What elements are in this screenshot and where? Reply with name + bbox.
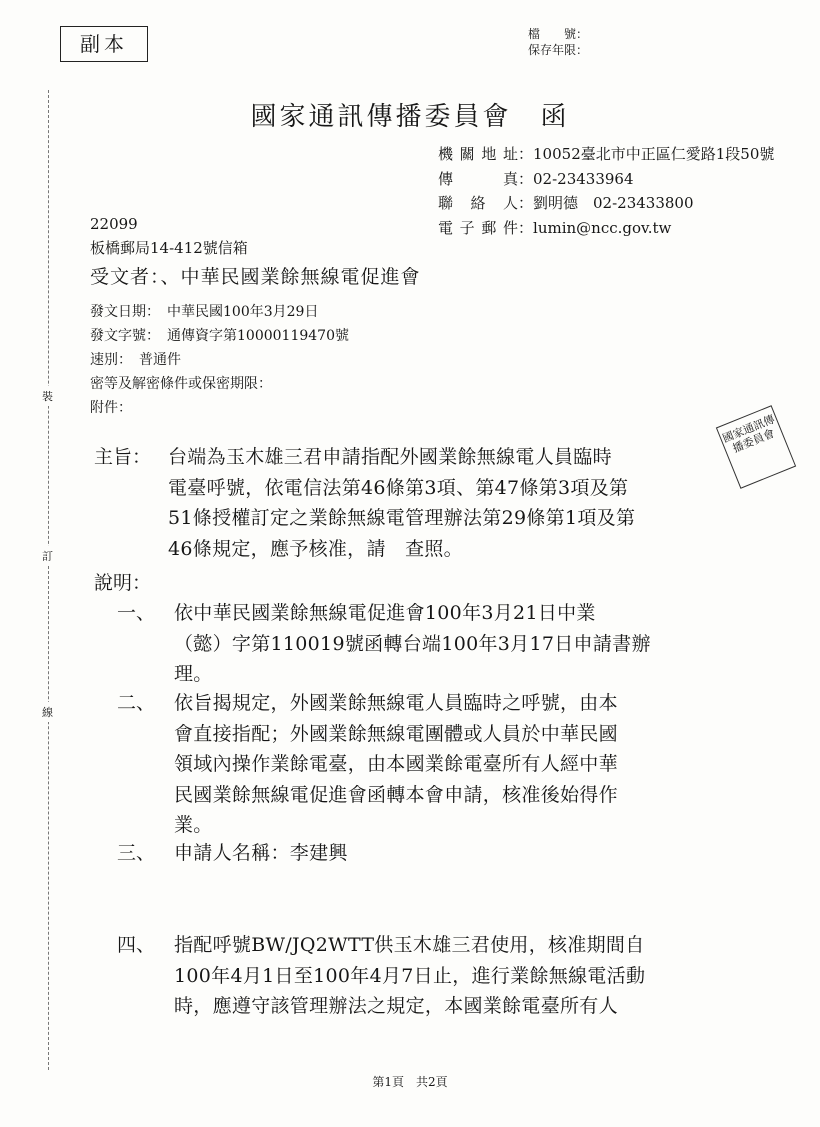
document-title: 國家通訊傳播委員會 函 xyxy=(250,102,570,132)
agency-address-row: 機關地址：10052臺北市中正區仁愛路1段50號 xyxy=(438,142,774,167)
item-line: 申請人名稱：李建興 xyxy=(174,842,348,864)
postal-code: 22099 xyxy=(90,215,138,233)
binding-mark: 線 xyxy=(42,702,53,722)
attachments: 附件： xyxy=(90,400,132,416)
postal-box: 板橋郵局14-412號信箱 xyxy=(90,239,248,257)
subject-body xyxy=(168,442,708,564)
subject-line: 台端為玉木雄三君申請指配外國業餘無線電人員臨時 xyxy=(168,446,612,468)
item-number: 一、 xyxy=(117,602,156,624)
priority: 速別： 普通件 xyxy=(90,352,181,368)
agency-contact-block xyxy=(438,142,774,240)
agency-email-label: 電子郵件 xyxy=(438,218,518,237)
agency-contact-row: 聯絡人：劉明德 02-23433800 xyxy=(438,191,774,216)
recipient-address-block xyxy=(90,212,248,260)
agency-fax-row: 傳真：02-23433964 xyxy=(438,167,774,192)
item-line: 民國業餘無線電促進會函轉本會申請，核准後始得作 xyxy=(174,783,618,806)
subject-line: 51條授權訂定之業餘無線電管理辦法第29條第1項及第 xyxy=(168,507,636,529)
document-fields xyxy=(90,300,349,420)
recipient-line: 受文者：、中華民國業餘無線電促進會 xyxy=(90,266,421,288)
copy-mark-box xyxy=(60,26,148,62)
item-number: 二、 xyxy=(117,692,156,714)
item-body xyxy=(174,598,709,690)
file-number-label: 檔 號： xyxy=(528,27,589,41)
subject-label: 主旨： xyxy=(94,446,152,468)
agency-contact-value: 劉明德 02-23433800 xyxy=(533,194,694,212)
item-body xyxy=(174,838,709,869)
file-meta xyxy=(528,26,588,58)
item-line: 業。 xyxy=(174,814,213,836)
subject-line: 46條規定，應予核准，請 查照。 xyxy=(168,537,463,560)
agency-email-value: lumin@ncc.gov.tw xyxy=(533,218,672,237)
item-line: 領域內操作業餘電臺，由本國業餘電臺所有人經中華 xyxy=(174,753,618,775)
explanation-label: 說明： xyxy=(94,572,152,594)
binding-line xyxy=(48,90,49,1070)
item-line: 依中華民國業餘無線電促進會100年3月21日中業 xyxy=(174,602,596,624)
copy-mark: 副本 xyxy=(80,32,128,56)
page-footer: 第1頁 共2頁 xyxy=(372,1075,448,1089)
binding-mark: 訂 xyxy=(42,546,53,566)
agency-email-row: 電子郵件：lumin@ncc.gov.tw xyxy=(438,216,774,241)
item-number: 四、 xyxy=(117,934,156,956)
item-line: 依旨揭規定，外國業餘無線電人員臨時之呼號，由本 xyxy=(174,692,618,714)
document-number: 發文字號： 通傳資字第10000119470號 xyxy=(90,328,349,344)
agency-address-label: 機關地址 xyxy=(438,145,518,163)
item-number: 三、 xyxy=(117,842,156,864)
agency-fax-label: 傳真 xyxy=(438,169,518,188)
agency-fax-value: 02-23433964 xyxy=(533,169,634,188)
item-body xyxy=(174,688,709,841)
item-line: （懿）字第110019號函轉台端100年3月17日申請書辦 xyxy=(174,632,651,655)
item-line: 理。 xyxy=(174,663,213,685)
item-line: 時，應遵守該管理辦法之規定，本國業餘電臺所有人 xyxy=(174,995,618,1017)
agency-address-value: 10052臺北市中正區仁愛路1段50號 xyxy=(533,145,775,163)
item-body xyxy=(174,930,709,1022)
received-stamp xyxy=(716,405,796,489)
retention-label: 保存年限： xyxy=(528,43,589,57)
subject-line: 電臺呼號，依電信法第46條第3項、第47條第3項及第 xyxy=(168,476,629,499)
item-line: 指配呼號BW/JQ2WTT供玉木雄三君使用，核准期間自 xyxy=(174,934,645,956)
item-line: 100年4月1日至100年4月7日止，進行業餘無線電活動 xyxy=(174,964,646,987)
agency-contact-label: 聯絡人 xyxy=(438,194,518,212)
binding-mark: 裝 xyxy=(42,386,53,406)
issue-date: 發文日期： 中華民國100年3月29日 xyxy=(90,304,319,320)
stamp-text: 國家通訊傳播委員會 xyxy=(720,412,777,456)
item-line: 會直接指配；外國業餘無線電團體或人員於中華民國 xyxy=(174,722,618,745)
security-level: 密等及解密條件或保密期限： xyxy=(90,376,272,392)
